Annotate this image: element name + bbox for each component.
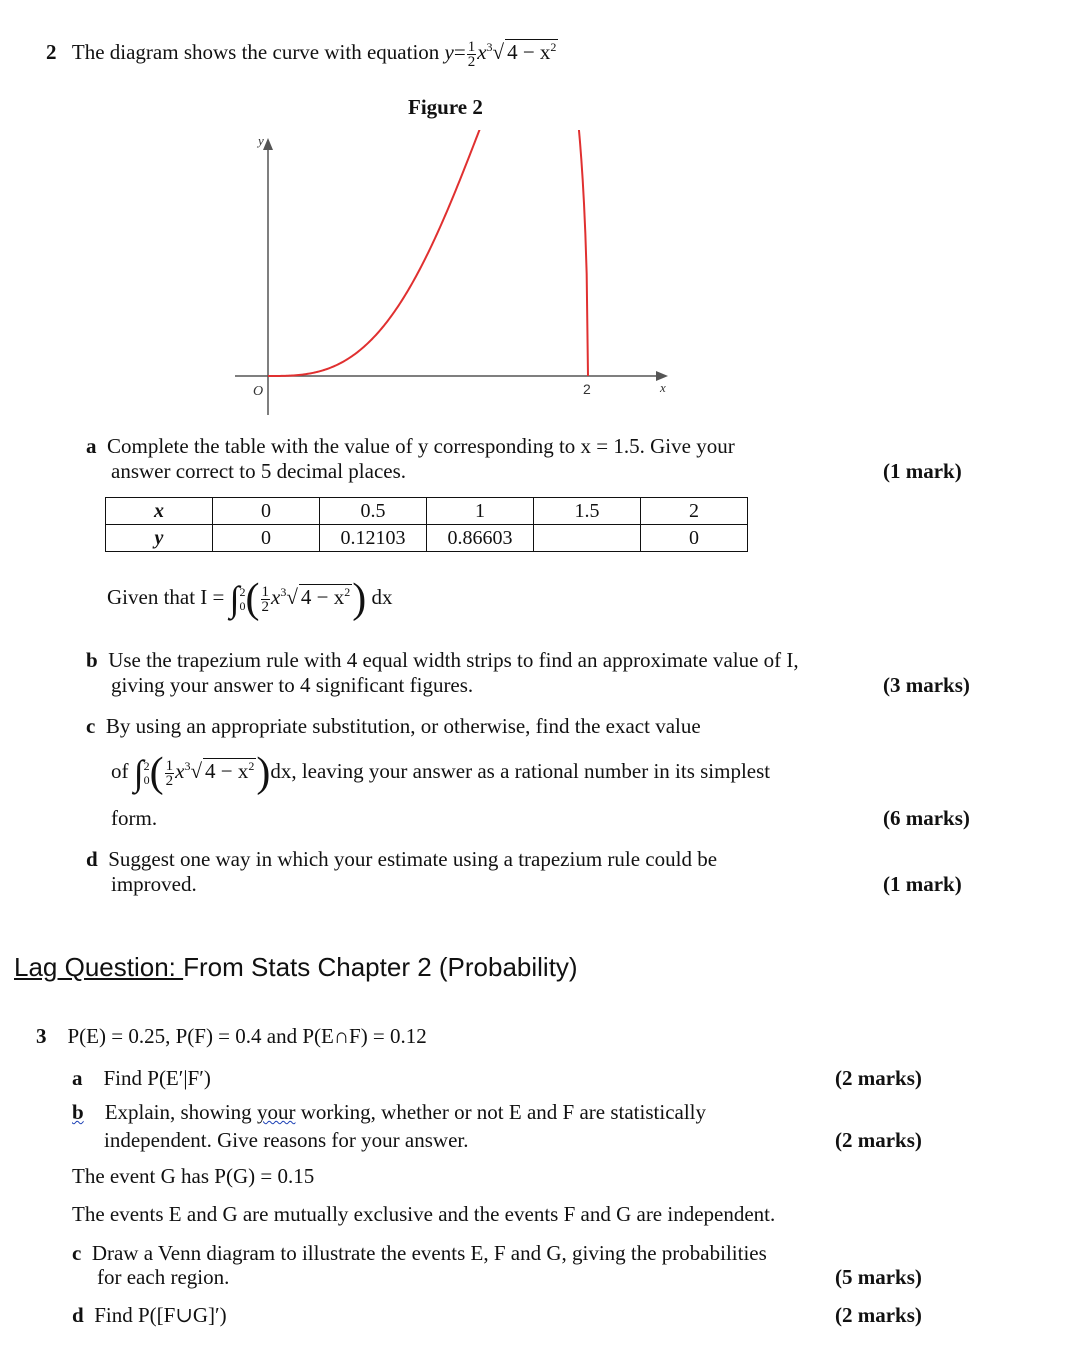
origin-label: O xyxy=(253,384,264,399)
table-cell: 0 xyxy=(213,498,320,525)
q3-part-a: a Find P(E′|F′) xyxy=(72,1066,211,1090)
table-cell: 1.5 xyxy=(534,498,641,525)
table-cell: 0.12103 xyxy=(320,525,427,552)
table-cell: 0 xyxy=(213,525,320,552)
q2-part-c-marks: (6 marks) xyxy=(883,806,970,830)
q2-part-c-integral: of ∫ 2 0 ( $\frac{1}{2}$ $x^3√$ $4 - x^2)dx$, leaving your answer as a rational number in its simplest xyxy=(111,750,771,797)
question-stem-text: The diagram shows the curve with equation xyxy=(71,40,440,64)
curve-line xyxy=(268,130,588,376)
q3-event-g: The event G has P(G) = 0.15 xyxy=(72,1164,315,1188)
table-cell: 0.5 xyxy=(320,498,427,525)
q3-part-c-marks: (5 marks) xyxy=(835,1265,922,1289)
figure-title: Figure 2 xyxy=(408,95,483,119)
curve-equation: y= $\frac{1}{2}$ $x^3√$ $4 - x^2$ xyxy=(444,38,557,70)
table-cell-blank[interactable] xyxy=(534,525,641,552)
table-cell: 2 xyxy=(641,498,748,525)
values-table xyxy=(105,497,748,552)
q3-part-b-marks: (2 marks) xyxy=(835,1128,922,1152)
curve-graph xyxy=(230,130,680,420)
q2-part-b-marks: (3 marks) xyxy=(883,673,970,697)
table-cell: 0 xyxy=(641,525,748,552)
q3-part-a-marks: (2 marks) xyxy=(835,1066,922,1090)
table-cell: 1 xyxy=(427,498,534,525)
table-header-x: x xyxy=(106,498,213,525)
q3-part-c: c Draw a Venn diagram to illustrate the events E, F and G, giving the probabilities xyxy=(72,1241,767,1265)
question-3-stem: 3 P(E) = 0.25, P(F) = 0.4 and P(E∩F) = 0.12 xyxy=(36,1024,427,1048)
question-number: 2 xyxy=(46,40,57,64)
q3-part-b: b Explain, showing your working, whether or not E and F are statistically xyxy=(72,1100,707,1124)
q2-part-d: d Suggest one way in which your estimate using a trapezium rule could be xyxy=(86,847,718,871)
q3-events-info: The events E and G are mutually exclusive and the events F and G are independent. xyxy=(72,1202,776,1226)
q2-part-c: c By using an appropriate substitution, or otherwise, find the exact value xyxy=(86,714,701,738)
y-axis-label: y xyxy=(258,133,264,148)
q3-part-c-line2: for each region. xyxy=(97,1265,230,1289)
q3-part-d-marks: (2 marks) xyxy=(835,1303,922,1327)
given-integral: Given that I = ∫ 2 0 ( $\frac{1}{2}$ $x^3√$ $4 - x^2$) dx xyxy=(107,576,393,623)
x-tick-label: 2 xyxy=(583,381,591,397)
axes xyxy=(235,138,668,415)
table-cell: 0.86603 xyxy=(427,525,534,552)
q2-part-a-marks: (1 mark) xyxy=(883,459,962,483)
q3-part-d: d Find P([F∪G]′) xyxy=(72,1303,227,1327)
question-2-stem xyxy=(46,35,558,69)
q2-part-b-line2: giving your answer to 4 significant figures. xyxy=(111,673,474,697)
q2-part-b: b Use the trapezium rule with 4 equal width strips to find an approximate value of I, xyxy=(86,648,799,672)
table-row-x xyxy=(106,498,748,525)
q3-part-b-line2: independent. Give reasons for your answer. xyxy=(104,1128,469,1152)
x-axis-label: x xyxy=(660,380,666,395)
q2-part-a: a Complete the table with the value of y corresponding to x = 1.5. Give your xyxy=(86,434,735,458)
lag-question-heading: Lag Question: From Stats Chapter 2 (Probability) xyxy=(14,952,578,982)
table-header-y: y xyxy=(106,525,213,552)
q2-part-a-line2: answer correct to 5 decimal places. xyxy=(111,459,407,483)
table-row-y xyxy=(106,525,748,552)
q2-part-d-line2: improved. xyxy=(111,872,197,896)
y-axis-arrow xyxy=(263,138,273,150)
q2-part-d-marks: (1 mark) xyxy=(883,872,962,896)
q2-part-c-line3: form. xyxy=(111,806,158,830)
